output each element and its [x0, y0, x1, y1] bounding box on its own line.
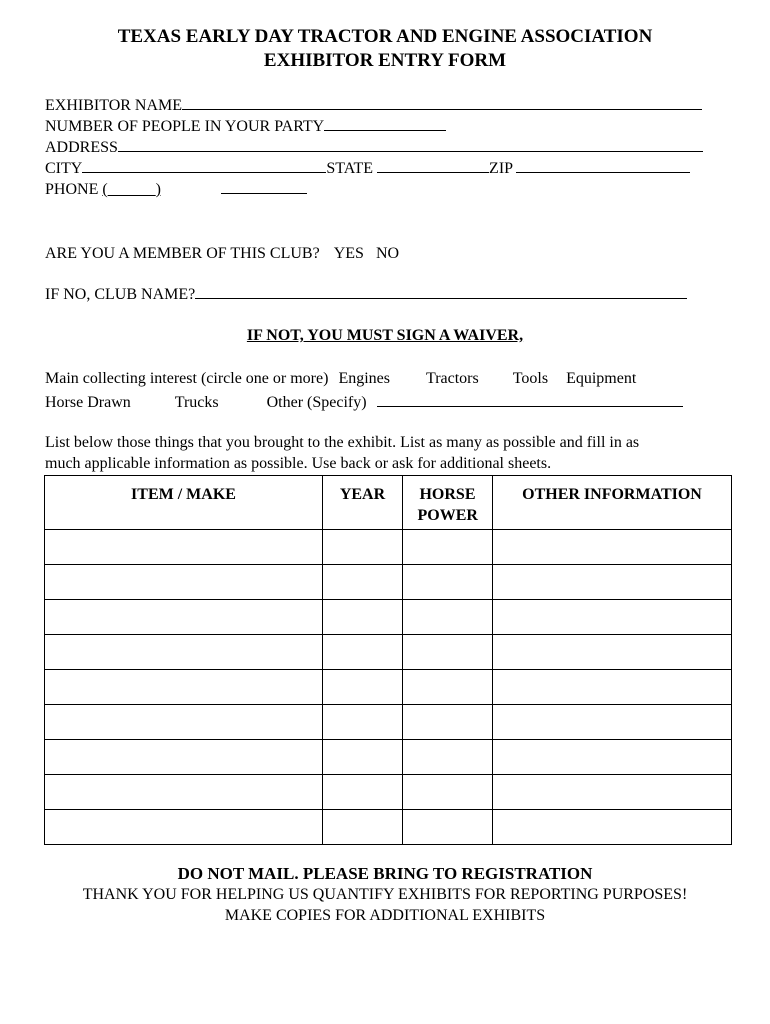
table-row	[45, 705, 732, 740]
party-count-row	[45, 115, 446, 137]
instructions-line-2: much applicable information as possible. Use back or ask for additional sheets.	[45, 455, 552, 472]
city-field[interactable]	[82, 157, 326, 173]
table-header-row	[45, 476, 732, 530]
zip-field[interactable]	[516, 157, 690, 173]
state-label: STATE	[326, 160, 374, 177]
waiver-notice: IF NOT, YOU MUST SIGN A WAIVER,	[246, 327, 524, 344]
city-label: CITY	[45, 160, 83, 177]
membership-no-option[interactable]: NO	[375, 245, 400, 262]
cell-horse-power[interactable]	[403, 775, 493, 810]
cell-year[interactable]	[323, 530, 403, 565]
table-row	[45, 775, 732, 810]
cell-item-make[interactable]	[45, 530, 323, 565]
cell-other-information[interactable]	[493, 530, 732, 565]
cell-item-make[interactable]	[45, 670, 323, 705]
table-row	[45, 810, 732, 845]
zip-label: ZIP	[489, 160, 513, 177]
cell-horse-power[interactable]	[403, 565, 493, 600]
column-header-year: YEAR	[323, 476, 403, 530]
phone-area-code-field[interactable]: (______)	[102, 181, 161, 198]
interest-option-other[interactable]: Other (Specify)	[266, 394, 367, 411]
membership-row	[45, 244, 399, 264]
cell-item-make[interactable]	[45, 740, 323, 775]
cell-horse-power[interactable]	[403, 705, 493, 740]
table-row	[45, 565, 732, 600]
exhibitor-name-field[interactable]	[182, 94, 702, 110]
column-header-horse-power	[403, 476, 493, 530]
phone-gap	[161, 179, 221, 194]
membership-question: ARE YOU A MEMBER OF THIS CLUB?	[45, 245, 320, 262]
cell-item-make[interactable]	[45, 565, 323, 600]
cell-other-information[interactable]	[493, 705, 732, 740]
cell-horse-power[interactable]	[403, 810, 493, 845]
address-label: ADDRESS	[45, 139, 118, 156]
state-field[interactable]	[377, 157, 489, 173]
table-row	[45, 670, 732, 705]
table-row	[45, 740, 732, 775]
cell-item-make[interactable]	[45, 635, 323, 670]
party-count-field[interactable]	[324, 115, 446, 131]
cell-item-make[interactable]	[45, 775, 323, 810]
exhibitor-name-label: EXHIBITOR NAME	[45, 97, 183, 114]
footer-thank-you: THANK YOU FOR HELPING US QUANTIFY EXHIBITS FOR REPORTING PURPOSES!	[82, 886, 688, 903]
cell-year[interactable]	[323, 705, 403, 740]
club-name-label: IF NO, CLUB NAME?	[45, 286, 196, 303]
club-name-field[interactable]	[195, 283, 687, 299]
interest-option-tractors[interactable]: Tractors	[425, 370, 479, 387]
phone-row	[45, 178, 307, 200]
cell-horse-power[interactable]	[403, 670, 493, 705]
interest-row-2	[45, 391, 683, 413]
interest-option-horse-drawn[interactable]: Horse Drawn	[45, 394, 131, 411]
cell-year[interactable]	[323, 740, 403, 775]
phone-number-field[interactable]	[221, 178, 307, 194]
cell-other-information[interactable]	[493, 635, 732, 670]
horse-power-header-text: HORSE POWER	[417, 486, 478, 524]
cell-year[interactable]	[323, 600, 403, 635]
cell-year[interactable]	[323, 635, 403, 670]
interest-row-1	[45, 369, 636, 389]
cell-horse-power[interactable]	[403, 740, 493, 775]
cell-other-information[interactable]	[493, 565, 732, 600]
exhibit-items-table	[44, 475, 732, 845]
interest-option-tools[interactable]: Tools	[512, 370, 549, 387]
column-header-other-information: OTHER INFORMATION	[493, 476, 732, 530]
interest-option-engines[interactable]: Engines	[338, 370, 390, 387]
cell-item-make[interactable]	[45, 705, 323, 740]
cell-other-information[interactable]	[493, 600, 732, 635]
table-row	[45, 635, 732, 670]
instructions-line-1: List below those things that you brought to the exhibit. List as many as possible and fill in as	[45, 434, 640, 451]
interest-option-equipment[interactable]: Equipment	[566, 370, 637, 387]
footer-do-not-mail: DO NOT MAIL. PLEASE BRING TO REGISTRATION	[177, 864, 593, 883]
form-title: EXHIBITOR ENTRY FORM	[263, 50, 507, 71]
other-specify-field[interactable]	[377, 391, 683, 407]
cell-other-information[interactable]	[493, 810, 732, 845]
table-body	[45, 530, 732, 845]
cell-horse-power[interactable]	[403, 635, 493, 670]
cell-item-make[interactable]	[45, 600, 323, 635]
cell-other-information[interactable]	[493, 775, 732, 810]
cell-year[interactable]	[323, 775, 403, 810]
interest-option-trucks[interactable]: Trucks	[174, 394, 219, 411]
membership-yes-option[interactable]: YES	[333, 245, 364, 262]
phone-label: PHONE	[45, 181, 99, 198]
cell-horse-power[interactable]	[403, 600, 493, 635]
interest-intro: Main collecting interest (circle one or more)	[45, 370, 329, 387]
org-title: TEXAS EARLY DAY TRACTOR AND ENGINE ASSOCIATION	[117, 26, 653, 47]
cell-item-make[interactable]	[45, 810, 323, 845]
address-row	[45, 136, 703, 158]
cell-year[interactable]	[323, 810, 403, 845]
address-field[interactable]	[118, 136, 703, 152]
club-name-row	[45, 283, 687, 305]
city-state-zip-row	[45, 157, 690, 179]
party-count-label: NUMBER OF PEOPLE IN YOUR PARTY	[45, 118, 325, 135]
cell-horse-power[interactable]	[403, 530, 493, 565]
cell-other-information[interactable]	[493, 740, 732, 775]
cell-year[interactable]	[323, 565, 403, 600]
table-row	[45, 600, 732, 635]
footer-make-copies: MAKE COPIES FOR ADDITIONAL EXHIBITS	[224, 907, 546, 924]
exhibitor-name-row	[45, 94, 702, 116]
column-header-item-make: ITEM / MAKE	[45, 476, 323, 530]
cell-year[interactable]	[323, 670, 403, 705]
cell-other-information[interactable]	[493, 670, 732, 705]
table-row	[45, 530, 732, 565]
